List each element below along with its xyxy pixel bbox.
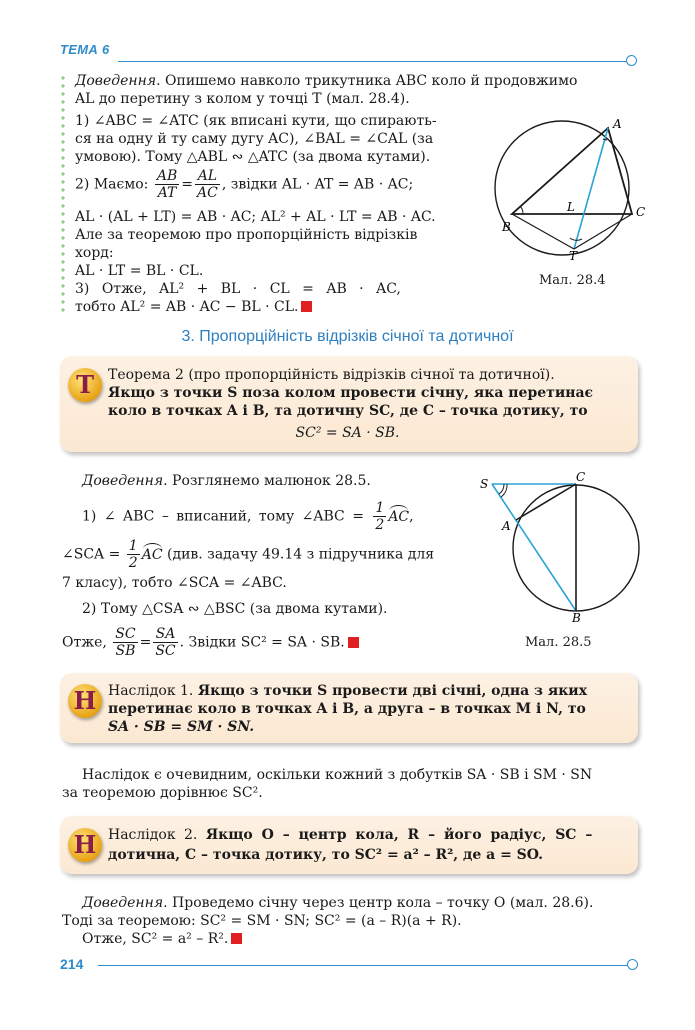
bisector-at	[574, 128, 608, 249]
header-rule-end	[626, 55, 637, 66]
caption-28-5: Мал. 28.5	[525, 635, 592, 650]
theorem-line3: коло в точках A і B, та дотичну SC, де C – точка дотику, то	[108, 403, 588, 419]
figure-28-4	[490, 110, 660, 290]
proof1-line4: ся на одну й ту саму дугу AC), ∠BAL = ∠CAL (за	[75, 131, 434, 147]
corollary1-badge-icon: Н	[68, 684, 102, 718]
end-of-proof-mark	[301, 301, 312, 312]
corollary2-line1: Наслідок 2. Якщо O – центр кола, R – його радіус, SC –	[108, 827, 593, 843]
label-a2: A	[502, 519, 511, 533]
label-b: B	[502, 220, 511, 234]
proof1-line10: AL · LT = BL · CL.	[75, 263, 204, 279]
chord-bt	[512, 214, 574, 249]
corollary1-line1: Наслідок 1. Якщо з точки S провести дві січні, одна з яких	[108, 683, 588, 699]
theorem-line2: Якщо з точки S поза колом провести січну, яка перетинає	[108, 385, 594, 401]
corollary2-box	[60, 816, 638, 874]
section-title: 3. Пропорційність відрізків січної та дотичної	[181, 328, 514, 345]
fraction-half-2: $\frac{1}{2}$	[128, 538, 138, 571]
end-of-proof-mark-2	[348, 637, 359, 648]
remark-line2: за теоремою дорівнює SC².	[62, 785, 263, 801]
fraction-sc-sb: $\frac{SC}{SB}$	[115, 626, 136, 659]
corollary1-line3: SA · SB = SM · SN.	[108, 719, 255, 735]
proof1-line8: Але за теоремою про пропорційність відрізків	[75, 227, 418, 243]
margin-dots	[61, 74, 65, 314]
corollary2-badge-icon: Н	[68, 828, 102, 862]
page-number: 214	[60, 956, 84, 972]
footer-rule	[98, 965, 628, 966]
footer-rule-end	[627, 959, 638, 970]
theorem-badge-icon: T	[68, 368, 102, 402]
end-of-proof-mark-3	[231, 933, 242, 944]
proof2-line2: 1) ∠ ABC – вписаний, тому ∠ABC = $\frac{1}{2}$ AC,	[82, 500, 414, 533]
caption-28-4: Мал. 28.4	[539, 273, 606, 288]
fraction-sa-sc: $\frac{SA}{SC}$	[155, 626, 176, 659]
proof3-line2: Тоді за теоремою: SC² = SM · SN; SC² = (a – R)(a + R).	[62, 913, 462, 929]
proof1-line2: AL до перетину з колом у точці T (мал. 28.4).	[75, 91, 410, 107]
figure-28-5	[476, 468, 656, 628]
proof1-line11: 3) Отже, AL² + BL · CL = AB · AC,	[75, 281, 401, 297]
proof1-line5: умовою). Тому △ABL ∾ △ATC (за двома кутами).	[75, 149, 431, 165]
chord-ac	[516, 484, 576, 520]
proof1-line9: хорд:	[75, 245, 114, 261]
fraction-half: $\frac{1}{2}$	[375, 500, 385, 533]
proof1-line6: 2) Маємо: $\frac{AB}{AT}$ = $\frac{AL}{AC}$ , звідки AL · AT = AB · AC;	[75, 168, 414, 201]
label-s: S	[480, 477, 489, 491]
label-c2: C	[576, 470, 586, 484]
topic-label: ТЕМА 6	[60, 42, 110, 57]
theorem-line1: Теорема 2 (про пропорційність відрізків січної та дотичної).	[108, 367, 555, 383]
proof2-line6: Отже, $\frac{SC}{SB}$ = $\frac{SA}{SC}$ . Звідки SC² = SA · SB.	[62, 626, 359, 659]
proof2-line4: 7 класу), тобто ∠SCA = ∠ABC.	[62, 575, 287, 591]
label-t: T	[569, 249, 578, 263]
proof2-line3: ∠SCA = $\frac{1}{2}$ AC (див. задачу 49.14 з підручника для	[62, 538, 435, 571]
fraction-ab-at: $\frac{AB}{AT}$	[156, 168, 178, 201]
remark-line1: Наслідок є очевидним, оскільки кожний з добутків SA · SB і SM · SN	[82, 767, 593, 783]
theorem-formula: SC² = SA · SB.	[295, 425, 400, 441]
label-a: A	[613, 117, 622, 131]
secant-sb	[492, 484, 576, 611]
label-l: L	[567, 200, 575, 214]
label-b2: B	[572, 611, 581, 625]
proof3-line1: Доведення. Проведемо січну через центр кола – точку O (мал. 28.6).	[82, 895, 594, 911]
proof1-line3: 1) ∠ABC = ∠ATC (як вписані кути, що спирають-	[75, 113, 437, 129]
corollary1-line2: перетинає коло в точках A і B, а друга – в точках M і N, то	[108, 701, 586, 717]
proof3-line3: Отже, SC² = a² – R².	[82, 930, 242, 948]
proof2-line1: Доведення. Розглянемо малюнок 28.5.	[82, 473, 371, 489]
arc-ac-2: AC	[141, 546, 163, 563]
arc-ac: AC	[388, 508, 410, 525]
proof1-line1: Доведення. Опишемо навколо трикутника ABC коло й продовжимо	[75, 73, 578, 89]
proof1-line7: AL · (AL + LT) = AB · AC; AL² + AL · LT = AB · AC.	[75, 209, 436, 225]
fraction-al-ac: $\frac{AL}{AC}$	[196, 168, 218, 201]
label-c: C	[636, 205, 646, 219]
header-rule	[118, 61, 626, 62]
proof2-line5: 2) Тому △CSA ∾ △BSC (за двома кутами).	[82, 601, 388, 617]
corollary2-line2: дотична, C – точка дотику, то SC² = a² – R², де a = SO.	[108, 847, 544, 863]
proof1-line12: тобто AL² = AB · AC − BL · CL.	[75, 298, 312, 316]
